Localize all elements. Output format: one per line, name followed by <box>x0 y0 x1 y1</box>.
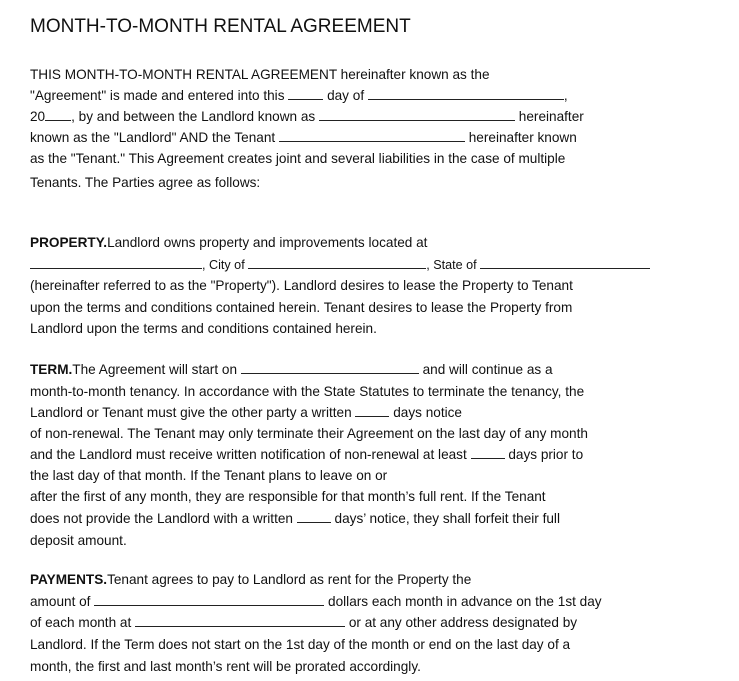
term-line-9: deposit amount. <box>30 533 127 548</box>
city-blank[interactable] <box>248 267 426 269</box>
payments-heading: PAYMENTS. <box>30 572 108 587</box>
state-blank[interactable] <box>480 267 650 269</box>
day-blank[interactable] <box>288 98 323 100</box>
year-blank[interactable] <box>45 119 71 121</box>
payments-line-1: PAYMENTS.Tenant agrees to pay to Landlord as rent for the Property the <box>30 572 472 587</box>
property-line-5: Landlord upon the terms and conditions contained herein. <box>30 321 377 336</box>
intro-line-5: as the "Tenant." This Agreement creates joint and several liabilities in the case of multiple <box>30 151 566 166</box>
tenant-name-blank[interactable] <box>279 140 465 142</box>
term-line-8: does not provide the Landlord with a written days’ notice, they shall forfeit their full <box>30 511 560 526</box>
rent-amount-blank[interactable] <box>94 604 324 606</box>
notice-days-blank[interactable] <box>355 415 389 417</box>
month-blank[interactable] <box>368 98 564 100</box>
property-address-blank[interactable] <box>30 267 202 269</box>
term-line-1: TERM.The Agreement will start on and will continue as a <box>30 362 553 377</box>
landlord-notice-days-blank[interactable] <box>471 457 505 459</box>
term-line-2: month-to-month tenancy. In accordance with the State Statutes to terminate the tenancy, the <box>30 384 585 399</box>
term-line-3: Landlord or Tenant must give the other party a written days notice <box>30 405 462 420</box>
tenant-notice-days-blank[interactable] <box>297 521 331 523</box>
payments-line-4: Landlord. If the Term does not start on the 1st day of the month or end on the last day of a <box>30 637 571 652</box>
intro-line-2: "Agreement" is made and entered into this day of , <box>30 88 568 103</box>
term-line-7: after the first of any month, they are responsible for that month’s full rent. If the Tenant <box>30 489 546 504</box>
payments-line-5: month, the first and last month’s rent will be prorated accordingly. <box>30 659 421 674</box>
landlord-name-blank[interactable] <box>319 119 515 121</box>
intro-line-3: 20 , by and between the Landlord known as hereinafter <box>30 109 584 124</box>
intro-line-4: known as the "Landlord" AND the Tenant hereinafter known <box>30 130 577 145</box>
term-heading: TERM. <box>30 362 73 377</box>
document-title: MONTH-TO-MONTH RENTAL AGREEMENT <box>30 16 411 37</box>
term-line-6: the last day of that month. If the Tenant plans to leave on or <box>30 468 388 483</box>
property-line-1: PROPERTY.Landlord owns property and improvements located at <box>30 235 428 250</box>
payments-line-2: amount of dollars each month in advance on the 1st day <box>30 594 602 609</box>
term-line-5: and the Landlord must receive written notification of non-renewal at least days prior to <box>30 447 584 462</box>
start-date-blank[interactable] <box>241 372 419 374</box>
property-line-4: upon the terms and conditions contained herein. Tenant desires to lease the Property from <box>30 300 573 315</box>
property-line-2: , City of , State of <box>30 257 650 273</box>
term-line-4: of non-renewal. The Tenant may only terminate their Agreement on the last day of any month <box>30 426 588 441</box>
property-heading: PROPERTY. <box>30 235 108 250</box>
property-line-3: (hereinafter referred to as the "Property"). Landlord desires to lease the Property to Tenant <box>30 278 573 293</box>
intro-line-6: Tenants. The Parties agree as follows: <box>30 175 261 190</box>
payment-address-blank[interactable] <box>135 625 345 627</box>
intro-line-1: THIS MONTH-TO-MONTH RENTAL AGREEMENT hereinafter known as the <box>30 67 490 82</box>
payments-line-3: of each month at or at any other address designated by <box>30 615 578 630</box>
